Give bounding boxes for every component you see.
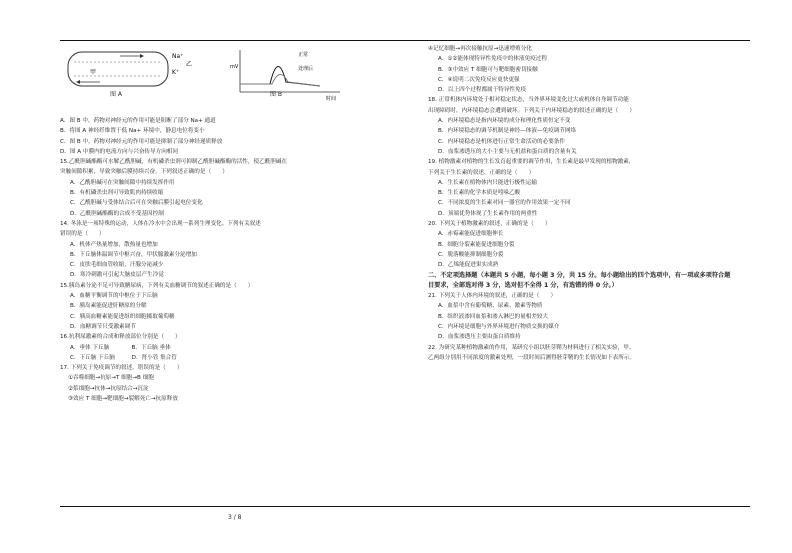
svg-text:mV: mV xyxy=(230,64,239,70)
answer-option: D．寒冷刺激可引起大脑皮层产生冷觉 xyxy=(70,272,164,279)
figure-b-potential-graph xyxy=(230,44,350,116)
answer-option: B．生长素的化学本质是吲哚乙酸 xyxy=(438,190,521,197)
process-line: ①吞噬细胞→抗原→T 细胞→B 细胞 xyxy=(68,375,154,382)
question-line: 突触间隙积累，导致突触后膜持续兴奋。下列叙述正确的是（ ） xyxy=(60,169,228,176)
answer-option: A．生长素在植物体内只能进行极性运输 xyxy=(438,179,537,186)
process-line: ②浆细胞→抗体→抗原结合→沉淀 xyxy=(68,385,149,392)
answer-option: C．④说明二次免疫反应更快更强 xyxy=(438,76,520,83)
figure-a-caption: 图 A xyxy=(110,91,123,98)
page-number: 3 / 8 xyxy=(228,514,242,521)
answer-option: B．细胞分裂素能促进细胞分裂 xyxy=(438,241,515,248)
left-column xyxy=(60,44,395,404)
answer-option: C．皮肤毛细血管收缩，汗腺分泌减少 xyxy=(70,262,164,269)
answer-option: B．组织液渗回血浆和渗入淋巴的量相差较大 xyxy=(438,313,549,320)
answer-option: D．乙烯能促进果实成熟 xyxy=(438,262,499,269)
section-heading: 二、不定项选择题（本题共 5 小题，每小题 3 分，共 15 分。每小题给出的四个选项中，有一项或多项符合题 xyxy=(428,271,731,279)
answer-option: C．乙酰胆碱与受体结合后可在突触后膜引起电位变化 xyxy=(70,200,203,207)
answer-option: D．乙酰胆碱酯酶的合成不受基因控制 xyxy=(70,210,164,217)
question-line: 下列关于生长素的叙述，正确的是（ ） xyxy=(428,169,535,176)
answer-option: D．顶端优势体现了生长素作用的两重性 xyxy=(438,210,538,217)
answer-option: D．血糖调节只受激素调节 xyxy=(70,323,136,330)
answer-option: C．胰高血糖素能促进组织细胞摄取葡萄糖 xyxy=(70,313,175,320)
svg-text:甲: 甲 xyxy=(90,69,97,76)
question-line: D．图 A 中膜内的电流方向与兴奋传导方向相同 xyxy=(60,148,178,155)
answer-option: B．内环境稳态的调节机制是神经—体液—免疫调节网络 xyxy=(438,128,577,135)
answer-option: C．内环境是细胞与外界环境进行物质交换的媒介 xyxy=(438,324,560,331)
answer-option: A．赤霉素能促进细胞伸长 xyxy=(438,231,504,238)
figure-area xyxy=(60,44,395,116)
answer-option: D．血浆渗透压的大小主要与无机盐和蛋白质的含量有关 xyxy=(438,148,577,155)
answer-option: B．有机磷杀虫剂可导致肌肉持续收缩 xyxy=(70,190,164,197)
answer-option: C．下丘脑 下丘脑 D．肾小管 集合管 xyxy=(70,354,177,361)
question-line: C．图 B 中，药物对神经元的作用可能是抑制了部分神经递质释放 xyxy=(60,138,223,145)
question-line: A．图 B 中，药物对神经元的作用可能是阻断了部分 Na+ 通道 xyxy=(60,118,216,124)
svg-text:乙: 乙 xyxy=(186,61,193,68)
right-column xyxy=(428,44,750,363)
question-line: 20. 下列关于植物激素的叙述，正确的是（ ） xyxy=(428,221,551,228)
answer-option: C．脱落酸能抑制细胞分裂 xyxy=(438,251,504,258)
figure-a-nerve-fiber xyxy=(60,44,200,116)
question-line: 14. 冬泳是一项特殊的运动，人体在冷水中会出现一系列生理变化。下列有关叙述 xyxy=(60,220,261,227)
question-line: 18. 正常机体内环境处于相对稳定状态，当外界环境变化过大或机体自身调节功能 xyxy=(428,97,629,104)
answer-option: A．内环境稳态是指内环境的成分和理化性质恒定不变 xyxy=(438,118,571,125)
top-rule xyxy=(60,40,750,41)
answer-option: A．血糖平衡调节的中枢位于下丘脑 xyxy=(70,293,158,300)
section-heading: 目要求，全部选对得 3 分，选对但不全得 1 分，有选错的得 0 分。） xyxy=(428,281,618,289)
svg-text:处理后: 处理后 xyxy=(298,66,314,72)
answer-option: A．机体产热量增加，散热量也增加 xyxy=(70,241,158,248)
answer-option: B．下丘脑体温调节中枢兴奋，甲状腺激素分泌增加 xyxy=(70,251,197,258)
answer-option: D．血浆渗透压主要由蛋白质维持 xyxy=(438,334,521,341)
svg-text:K⁺: K⁺ xyxy=(172,69,180,76)
exam-page xyxy=(60,40,750,521)
bottom-rule xyxy=(60,506,750,507)
question-line: 21. 下列关于人体内环境的叙述，正确的是（ ） xyxy=(428,293,557,300)
svg-text:时间: 时间 xyxy=(326,96,337,102)
question-line: 22. 为研究某种植物激素的作用，某研究小组以胚芽鞘为材料进行了相关实验，甲、 xyxy=(428,344,635,351)
question-line: 19. 植物激素对植物的生长发育起重要的调节作用，生长素是最早发现的植物激素， xyxy=(428,159,635,166)
question-line: 错误的是（ ） xyxy=(60,231,105,238)
answer-option: A．①②能体现特异性免疫中的体液免疫过程 xyxy=(438,56,547,63)
svg-text:Na⁺: Na⁺ xyxy=(172,53,184,60)
question-line: 出现障碍时，内环境稳态会遭到破坏。下列关于内环境稳态的叙述正确的是（ ） xyxy=(428,107,635,114)
answer-option: C．不同浓度的生长素对同一器官的作用效果一定不同 xyxy=(438,200,571,207)
question-line: 15.胰岛素分泌不足可导致糖尿病，下列有关血糖调节的叙述正确的是（ ） xyxy=(60,282,254,289)
answer-option: D．以上四个过程都属于特异性免疫 xyxy=(438,87,527,94)
answer-option: B．胰岛素能促进肝糖原的分解 xyxy=(70,303,147,310)
question-line: B．将图 A 神经纤维置于低 Na+ 环境中，静息电位将变小 xyxy=(60,128,205,135)
svg-text:正常: 正常 xyxy=(298,52,309,58)
answer-option: A．乙酰胆碱可在突触间隙中持续发挥作用 xyxy=(70,179,175,186)
answer-option: A．血浆中含有葡萄糖、尿素、激素等物质 xyxy=(438,303,543,310)
answer-option: C．内环境稳态是机体进行正常生命活动的必要条件 xyxy=(438,138,565,145)
question-line: 15.乙酰胆碱酯酶可水解乙酰胆碱，有机磷杀虫剂可抑制乙酰胆碱酯酶的活性，使乙酰胆碱在 xyxy=(60,159,288,166)
question-line: 乙两组分别用不同浓度的激素处理，一段时间后测得胚芽鞘的生长情况如下表所示。 xyxy=(428,354,635,361)
process-line: ③效应 T 细胞→靶细胞→裂解死亡→抗原释放 xyxy=(68,396,178,403)
answer-option: B．③中效应 T 细胞可与靶细胞密切接触 xyxy=(438,66,538,73)
question-line: 16.抗利尿激素的合成和释放部位分别是（ ） xyxy=(60,334,181,341)
process-line: ④记忆细胞→再次接触抗原→迅速增殖分化 xyxy=(428,46,532,52)
question-line: 17. 下列关于免疫调节的叙述，错误的是（ ） xyxy=(60,365,183,372)
answer-option: A．垂体 下丘脑 B．下丘脑 垂体 xyxy=(70,344,171,351)
figure-b-caption: 图 B xyxy=(270,91,283,98)
